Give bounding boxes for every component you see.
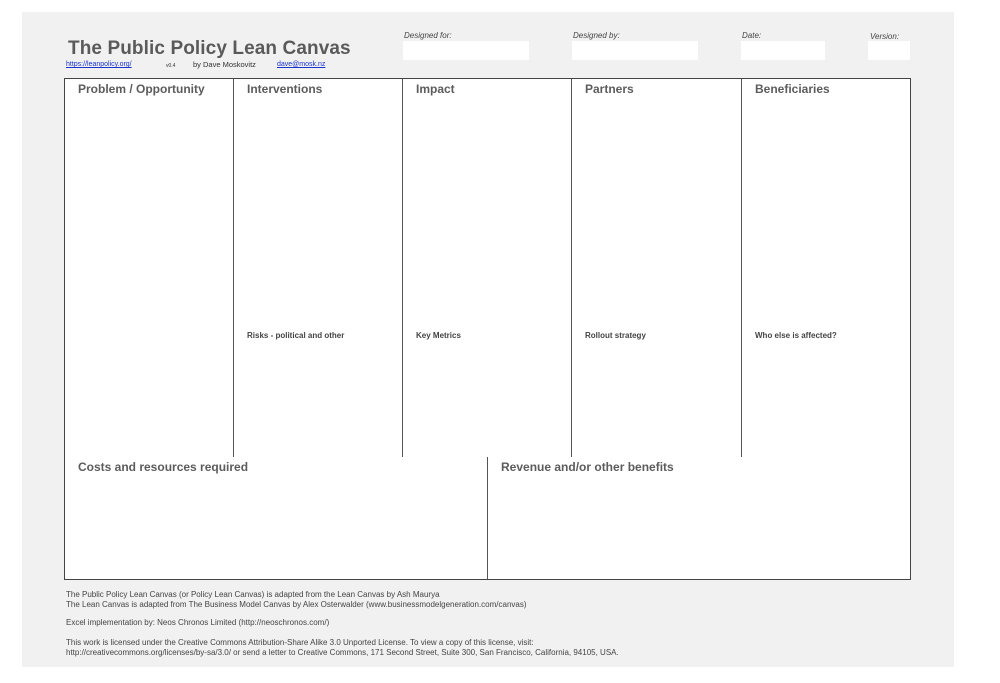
designed-for-field[interactable] [403, 41, 529, 60]
date-field[interactable] [741, 41, 825, 60]
beneficiaries-title: Beneficiaries [755, 82, 830, 96]
partners-title: Partners [585, 82, 634, 96]
partners-cell[interactable] [572, 79, 742, 458]
page-title: The Public Policy Lean Canvas [68, 38, 351, 59]
impact-cell[interactable] [403, 79, 572, 458]
risks-label: Risks - political and other [247, 331, 345, 340]
canvas-sheet [22, 12, 954, 667]
canvas-top-row [64, 78, 911, 459]
interventions-title: Interventions [247, 82, 323, 96]
key-metrics-label: Key Metrics [416, 331, 461, 340]
costs-title: Costs and resources required [78, 460, 249, 474]
rollout-strategy-label: Rollout strategy [585, 331, 646, 340]
designed-by-field[interactable] [572, 41, 698, 60]
author-credit: by Dave Moskovitz [193, 60, 256, 69]
revenue-cell[interactable] [488, 457, 910, 579]
footer-line-2: The Lean Canvas is adapted from The Business Model Canvas by Alex Osterwalder (www.businessmodelgeneration.com/canvas) [66, 600, 527, 609]
who-else-affected-label: Who else is affected? [755, 331, 837, 340]
footer-line-4: This work is licensed under the Creative Commons Attribution-Share Alike 3.0 Unported License. To view a copy of this license, visit: [66, 638, 534, 647]
website-link[interactable]: https://leanpolicy.org/ [66, 61, 132, 68]
costs-cell[interactable] [65, 457, 488, 579]
impact-title: Impact [416, 82, 455, 96]
revenue-title: Revenue and/or other benefits [501, 460, 674, 474]
designed-by-label: Designed by: [573, 31, 620, 40]
interventions-cell[interactable] [234, 79, 403, 458]
footer-line-1: The Public Policy Lean Canvas (or Policy Lean Canvas) is adapted from the Lean Canvas by Ash Maurya [66, 590, 440, 599]
problem-cell[interactable] [65, 79, 234, 458]
date-label: Date: [742, 31, 762, 40]
version-field[interactable] [868, 41, 910, 60]
problem-title: Problem / Opportunity [78, 82, 205, 96]
beneficiaries-cell[interactable] [742, 79, 910, 458]
canvas-bottom-row [64, 457, 911, 580]
version-label: Version: [870, 32, 900, 41]
designed-for-label: Designed for: [404, 31, 452, 40]
email-link[interactable]: dave@mosk.nz [277, 61, 326, 68]
footer-line-5: http://creativecommons.org/licenses/by-sa/3.0/ or send a letter to Creative Commons, 171 Second Street, Suite 300, San Francisco, California, 94105, USA. [66, 648, 619, 657]
version-tag: v0.4 [166, 63, 176, 69]
footer-line-3: Excel implementation by: Neos Chronos Limited (http://neoschronos.com/) [66, 618, 330, 627]
